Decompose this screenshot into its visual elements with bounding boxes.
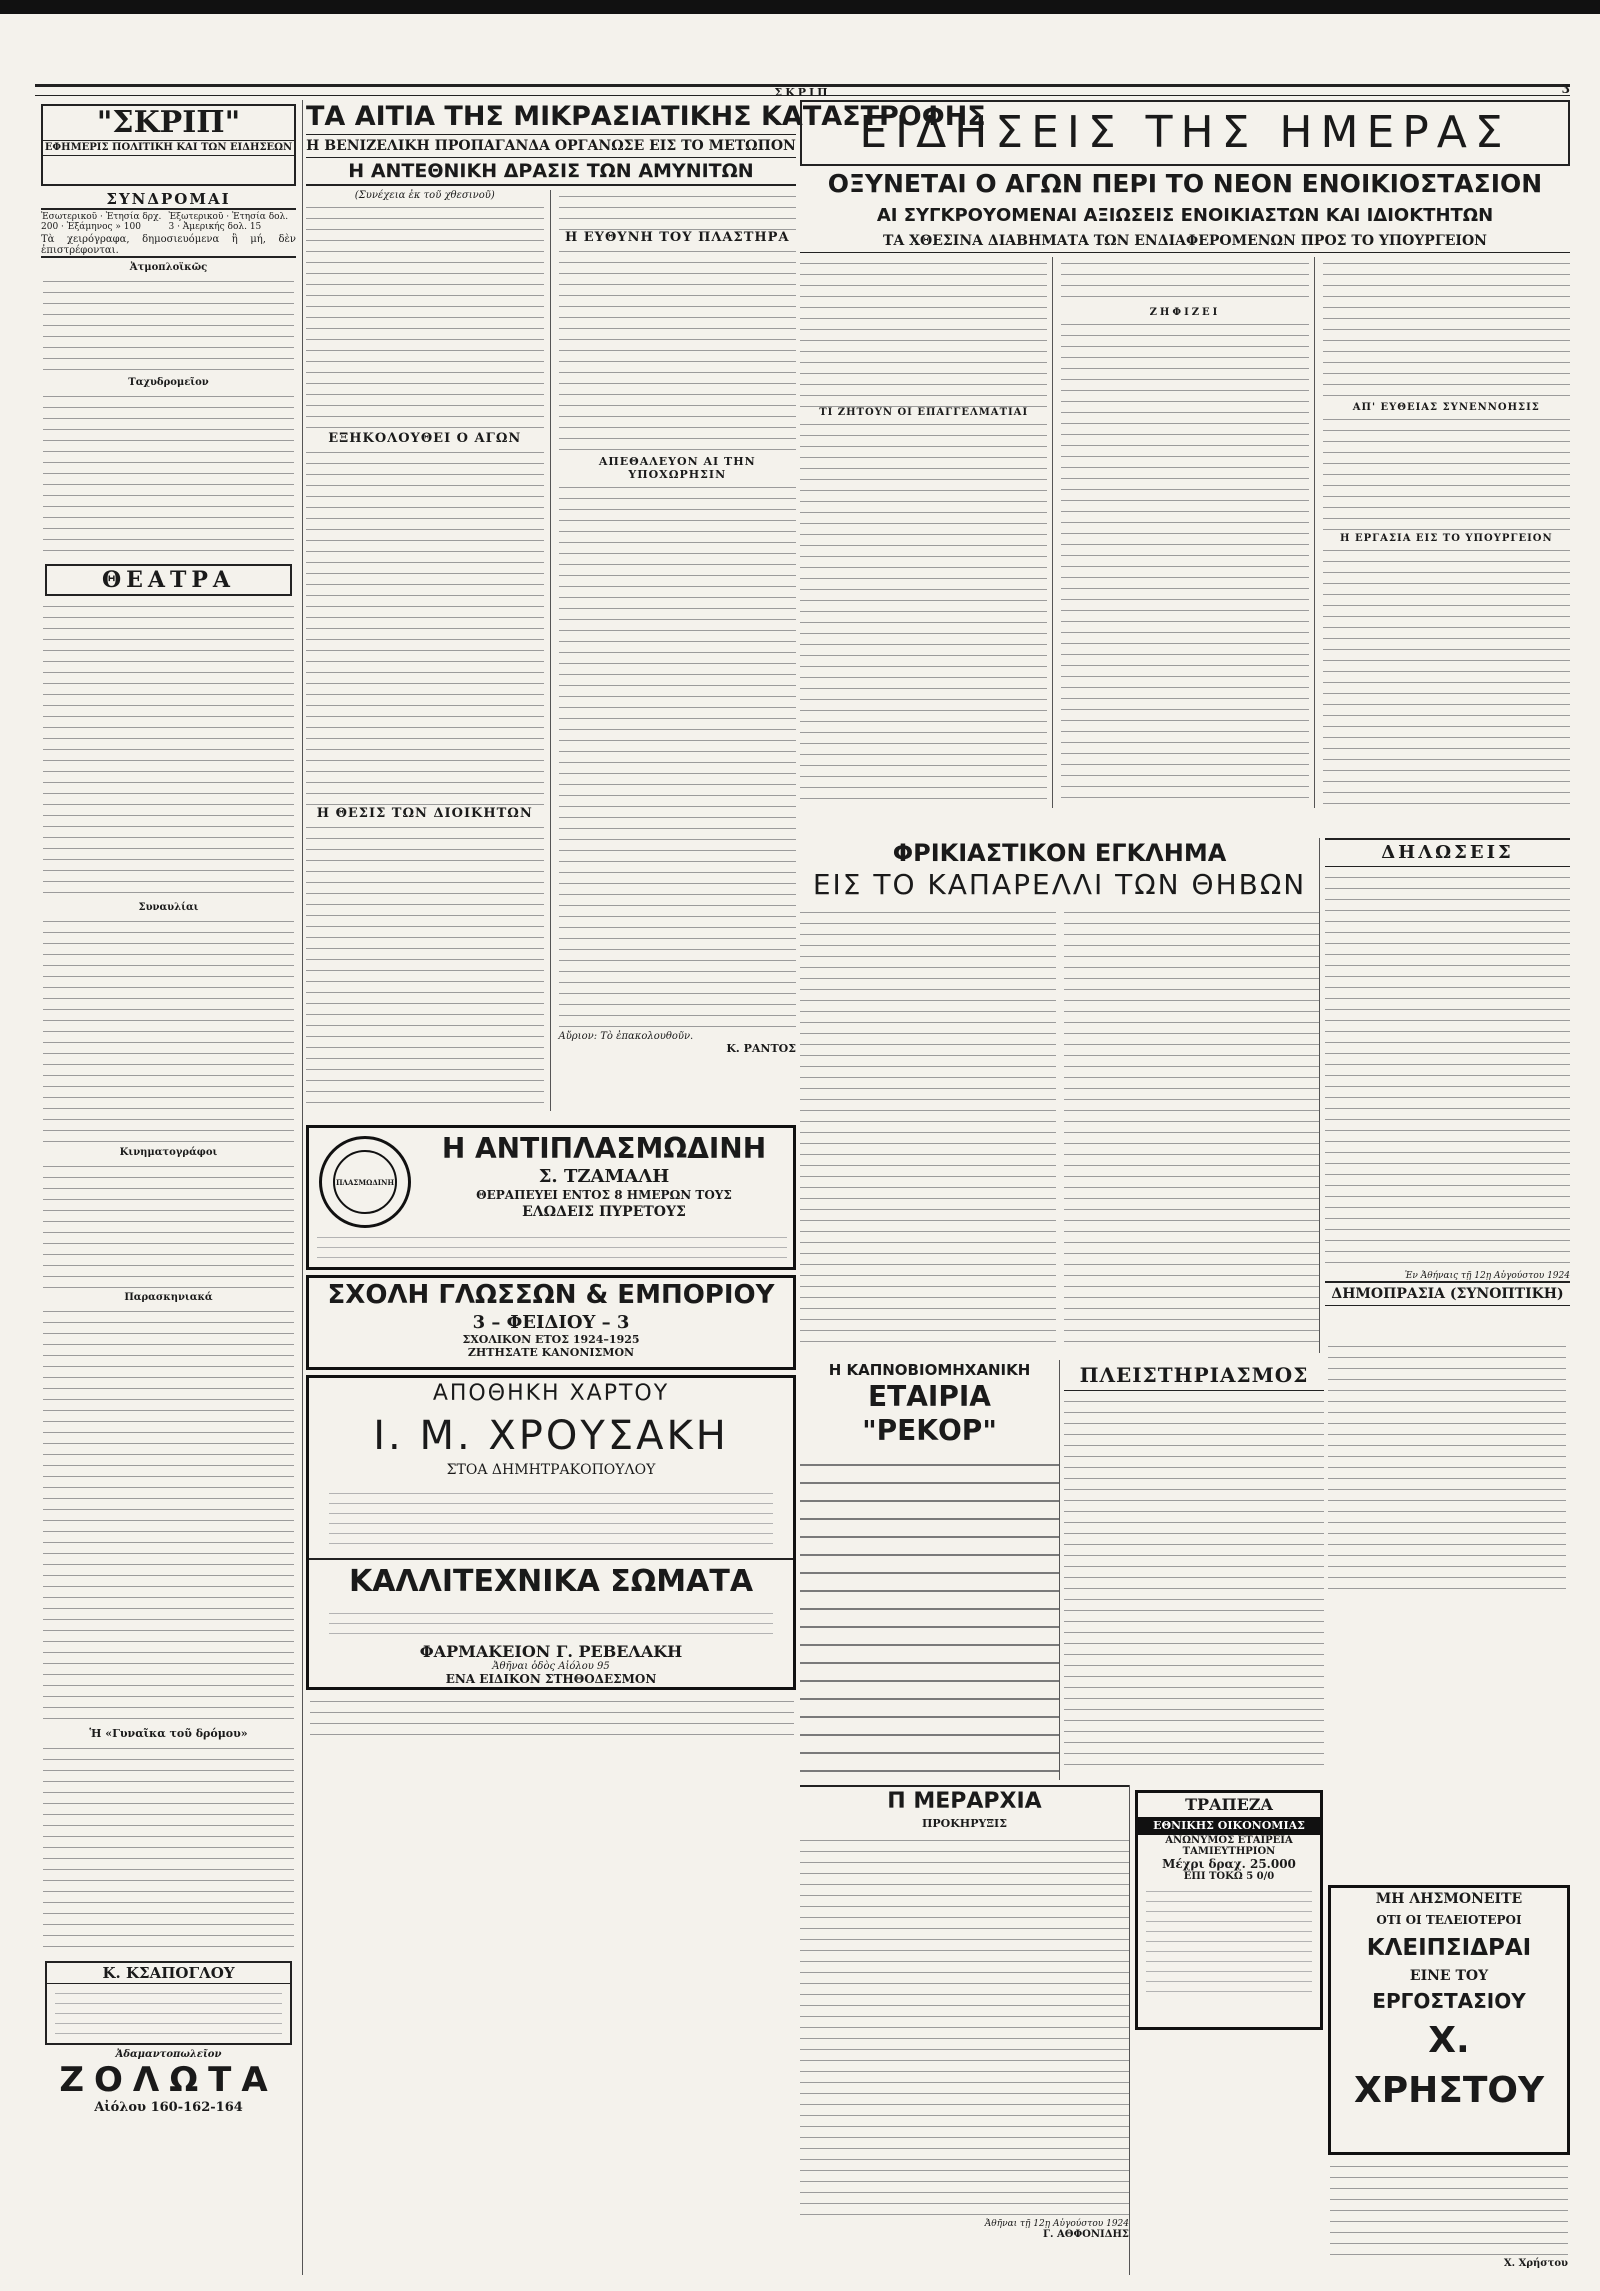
crime-headline-1: ΦΡΙΚΙΑΣΤΙΚΟΝ ΕΓΚΛΗΜΑ [892, 839, 1227, 867]
backstage-text [43, 1305, 294, 1725]
news-subhead-demands: ΤΙ ΖΗΤΟΥΝ ΟΙ ΕΠΑΓΓΕΛΜΑΤΙΑΙ [819, 407, 1029, 418]
article-subhead-plastiras: Η ΕΥΘΥΝΗ ΤΟΥ ΠΛΑΣΤΗΡΑ [564, 230, 790, 245]
antiplasmodini-line-1: ΘΕΡΑΠΕΥΕΙ ΕΝΤΟΣ 8 ΗΜΕΡΩΝ ΤΟΥΣ [476, 1188, 732, 1202]
zolota-address: Αἰόλου 160-162-164 [94, 2100, 243, 2115]
pharmacy-footer-text [310, 1695, 794, 1735]
division-notice [800, 1785, 1130, 2275]
shipping-heading: Ἀτμοπλοϊκῶς [129, 262, 208, 273]
news-text-a [800, 257, 1047, 407]
kleepsydra-line-1: ΜΗ ΛΗΣΜΟΝΕΙΤΕ [1375, 1891, 1523, 1907]
auction-ad [1064, 1360, 1324, 1780]
news-text-f [1323, 413, 1570, 533]
news-deck-1: ΑΙ ΣΥΓΚΡΟΥΟΜΕΝΑΙ ΑΞΙΩΣΕΙΣ ΕΝΟΙΚΙΑΣΤΩΝ ΚΑΙ ΙΔΙΟΚΤΗΤΩΝ [876, 205, 1494, 226]
declarations-text [1325, 871, 1570, 1271]
cinemas-heading: Κινηματογράφοι [119, 1147, 218, 1158]
article-deck-2: Η ΑΝΤΕΘΝΙΚΗ ΔΡΑΣΙΣ ΤΩΝ ΑΜΥΝΙΤΩΝ [306, 158, 796, 186]
backstage-heading: Παρασκηνιακά [124, 1292, 213, 1303]
pharmacy-tag: ΕΝΑ ΕΙΔΙΚΟΝ ΣΤΗΘΟΔΕΣΜΟΝ [445, 1672, 657, 1686]
school-request: ΖΗΤΗΣΑΤΕ ΚΑΝΟΝΙΣΜΟΝ [467, 1346, 635, 1359]
kapsoglou-ad-name: Κ. ΚΣΑΠΟΓΛΟΥ [47, 1963, 290, 1984]
article-text-f [559, 481, 797, 1031]
antiplasmodini-body [317, 1232, 787, 1266]
article-subhead-retreat: ΑΠΕΘΑΛΕΥΟΝ ΑΙ ΤΗΝ ΥΠΟΧΩΡΗΣΙΝ [598, 455, 756, 481]
kleepsydra-line-3: ΕΙΝΕ ΤΟΥ [1409, 1968, 1489, 1984]
article-text-b [306, 446, 544, 806]
division-text [800, 1834, 1129, 2219]
pharmacy-name: ΦΑΡΜΑΚΕΙΟΝ Γ. ΡΕΒΕΛΑΚΗ [419, 1642, 683, 1661]
crime-text-b [1064, 906, 1320, 1346]
manuscripts-note: Τὰ χειρόγραφα, δημοσιευόμενα ἢ μή, δὲν ἐπιστρέφονται. [41, 234, 296, 256]
crime-headline-2: ΕΙΣ ΤΟ ΚΑΠΑΡΕΛΛΙ ΤΩΝ ΘΗΒΩΝ [812, 868, 1307, 901]
gynaika-subheading: Ἡ «Γυναῖκα τοῦ δρόμου» [89, 1727, 248, 1740]
article-headline: ΤΑ ΑΙΤΙΑ ΤΗΣ ΜΙΚΡΑΣΙΑΤΙΚΗΣ ΚΑΤΑΣΤΡΟΦΗΣ [306, 101, 986, 132]
news-text-e [1323, 257, 1570, 402]
division-date: Ἀθῆναι τῇ 12ῃ Αὐγούστου 1924 [984, 2219, 1129, 2229]
kleepsydra-maker: Χ. ΧΡΗΣΤΟΥ [1353, 2020, 1545, 2111]
masthead-subtitle: ΕΦΗΜΕΡΙΣ ΠΟΛΙΤΙΚΗ ΚΑΙ ΤΩΝ ΕΙΔΗΣΕΩΝ [43, 140, 294, 156]
declarations-heading: ΔΗΛΩΣΕΙΣ [1325, 838, 1570, 867]
rekor-ad-body [800, 1454, 1059, 1784]
left-column [35, 100, 303, 2275]
division-title: Π ΜΕΡΑΡΧΙΑ [800, 1785, 1129, 1817]
paper-ad [306, 1375, 796, 1690]
school-year: ΣΧΟΛΙΚΟΝ ΕΤΟΣ 1924–1925 [462, 1333, 640, 1346]
bank-amount: Μέχρι δραχ. 25.000 [1162, 1857, 1296, 1871]
bank-title: ΤΡΑΠΕΖΑ [1185, 1795, 1273, 1814]
auction-title: ΠΛΕΙΣΤΗΡΙΑΣΜΟΣ [1064, 1360, 1324, 1391]
jeweller-label: Ἀδαμαντοπωλεῖον [115, 2049, 222, 2060]
antiplasmodini-title: Η ΑΝΤΙΠΛΑΣΜΩΔΙΝΗ [441, 1132, 767, 1165]
news-subhead-ministry: Η ΕΡΓΑΣΙΑ ΕΙΣ ΤΟ ΥΠΟΥΡΓΕΙΟΝ [1340, 533, 1553, 544]
declarations-date: Ἐν Ἀθήναις τῇ 12ῃ Αὐγούστου 1924 [1404, 1271, 1570, 1281]
kleepsydra-signature: Χ. Χρήστου [1503, 2258, 1568, 2269]
kapsoglou-ad [45, 1961, 292, 2045]
kleepsydra-ad [1328, 1885, 1570, 2155]
paper-ad-top: ΑΠΟΘΗΚΗ ΧΑΡΤΟΥ [432, 1381, 670, 1406]
bank-rate: ΕΠΙ ΤΟΚΩ 5 0/0 [1183, 1871, 1275, 1882]
cinemas-listings [43, 1160, 294, 1290]
news-text-b [800, 418, 1047, 808]
school-title: ΣΧΟΛΗ ΓΛΩΣΣΩΝ & ΕΜΠΟΡΙΟΥ [327, 1280, 775, 1310]
antiplasmodini-line-2: ΕΛΩΔΕΙΣ ΠΥΡΕΤΟΥΣ [522, 1204, 686, 1220]
news-subhead-zitei: ΖΗΦΙΖΕΙ [1149, 307, 1221, 318]
concerts-listings [43, 915, 294, 1145]
corset-ad-body [329, 1608, 773, 1638]
antiplasmodini-maker: Σ. ΤΖΑΜΑΛΗ [538, 1166, 670, 1187]
paper-ad-body [329, 1488, 773, 1548]
pharmacy-address: Ἀθῆναι ὁδὸς Αἰόλου 95 [492, 1661, 610, 1672]
top-border [0, 0, 1600, 14]
bank-subtitle-2: ΤΑΜΙΕΥΤΗΡΙΟΝ [1182, 1846, 1276, 1857]
division-subtitle: ΠΡΟΚΗΡΥΞΙΣ [922, 1817, 1007, 1830]
news-section [800, 100, 1570, 835]
corset-ad-title: ΚΑΛΛΙΤΕΧΝΙΚΑ ΣΩΜΑΤΑ [309, 1558, 793, 1604]
news-headline: ΟΞΥΝΕΤΑΙ Ο ΑΓΩΝ ΠΕΡΙ ΤΟ ΝΕΟΝ ΕΝΟΙΚΙΟΣΤΑΣΙΟΝ [827, 169, 1543, 198]
school-address: 3 – ΦΕΙΔΙΟΥ – 3 [472, 1312, 630, 1333]
news-text-c [1061, 257, 1308, 307]
article-subhead-dioikites: Η ΘΕΣΙΣ ΤΩΝ ΔΙΟΙΚΗΤΩΝ [316, 806, 533, 821]
seal-text: ΠΛΑΣΜΩΔΙΝΗ [333, 1150, 397, 1214]
article-continued-note: (Συνέχεια ἐκ τοῦ χθεσινοῦ) [354, 190, 495, 201]
kleepsydra-line-4: ΕΡΓΟΣΤΑΣΙΟΥ [1372, 1989, 1526, 2013]
subscriptions-domestic: Ἐσωτερικοῦ · Ἐτησία δρχ. 200 · Ἑξάμηνος » 100 [41, 212, 162, 232]
subscriptions-foreign: Ἐξωτερικοῦ · Ἐτησία δολ. 3 · Ἀμερικής δολ. 15 [168, 212, 289, 232]
kleepsydra-big: ΚΛΕΙΠΣΙΔΡΑΙ [1366, 1935, 1532, 1961]
auction-short-heading: ΔΗΜΟΠΡΑΣΙΑ (ΣΥΝΟΠΤΙΚΗ) [1325, 1281, 1570, 1306]
rekor-ad [800, 1360, 1060, 1780]
auction-short-text [1328, 1340, 1566, 1590]
bank-subtitle: ΑΝΩΝΥΜΟΣ ΕΤΑΙΡΕΙΑ [1165, 1835, 1293, 1846]
running-head-title: ΣΚΡΙΠ [774, 86, 831, 99]
article-text-c [306, 821, 544, 1111]
declarations-column [1325, 838, 1570, 1338]
masthead-box [41, 104, 296, 186]
article-text-d [559, 190, 797, 230]
theatre-heading: ΘΕΑΤΡΑ [45, 564, 292, 596]
bank-name: ΕΘΝΙΚΗΣ ΟΙΚΟΝΟΜΙΑΣ [1138, 1817, 1320, 1835]
rekor-ad-top: Η ΚΑΠΝΟΒΙΟΜΗΧΑΝΙΚΗ [828, 1361, 1031, 1379]
article-deck-1: Η ΒΕΝΙΖΕΛΙΚΗ ΠΡΟΠΑΓΑΝΔΑ ΟΡΓΑΝΩΣΕ ΕΙΣ ΤΟ ΜΕΤΩΠΟΝ [306, 134, 796, 158]
post-heading: Ταχυδρομεῖον [128, 377, 209, 388]
paper-ad-address: ΣΤΟΑ ΔΗΜΗΤΡΑΚΟΠΟΥΛΟΥ [446, 1462, 656, 1478]
antiplasmodini-ad [306, 1125, 796, 1270]
concerts-heading: Συναυλίαι [138, 902, 199, 913]
page-number: 3 [1561, 82, 1570, 96]
zolota-logo: ΖΟΛΩΤΑ [59, 2060, 278, 2100]
news-banner: ΕΙΔΗΣΕΙΣ ΤΗΣ ΗΜΕΡΑΣ [800, 100, 1570, 166]
paper-ad-name: Ι. Μ. ΧΡΟΥΣΑΚΗ [373, 1413, 729, 1459]
article-byline: Κ. ΡΑΝΤΟΣ [726, 1042, 796, 1055]
auction-text [1064, 1395, 1324, 1765]
shipping-text [43, 275, 294, 375]
bank-body [1146, 1886, 1312, 1996]
kleepsydra-notice-text [1330, 2160, 1568, 2255]
article-text-a [306, 201, 544, 431]
post-text [43, 390, 294, 560]
crime-text-a [800, 906, 1056, 1346]
theatre-listings [43, 600, 294, 900]
division-signature: Γ. ΑΘΦΟΝΙΔΗΣ [1042, 2229, 1129, 2240]
article-next: Αὔριον: Τὸ ἐπακολουθοῦν. [558, 1031, 694, 1042]
school-ad [306, 1275, 796, 1370]
news-text-d [1061, 318, 1308, 808]
news-deck-2: ΤΑ ΧΘΕΣΙΝΑ ΔΙΑΒΗΜΑΤΑ ΤΩΝ ΕΝΔΙΑΦΕΡΟΜΕΝΩΝ ΠΡΟΣ ΤΟ ΥΠΟΥΡΓΕΙΟΝ [800, 230, 1570, 253]
gynaika-text [43, 1742, 294, 1957]
rekor-ad-name: ΕΤΑΙΡΙΑ "ΡΕΚΟΡ" [862, 1380, 997, 1447]
kleepsydra-line-2: ΟΤΙ ΟΙ ΤΕΛΕΙΟΤΕΡΟΙ [1376, 1913, 1522, 1927]
news-subhead-direct: ΑΠ' ΕΥΘΕΙΑΣ ΣΥΝΕΝΝΟΗΣΙΣ [1352, 402, 1540, 413]
article-subhead-agon: ΕΞΗΚΟΛΟΥΘΕΙ Ο ΑΓΩΝ [328, 431, 522, 446]
masthead-title: "ΣΚΡΙΠ" [96, 105, 241, 140]
subscriptions-heading: ΣΥΝΔΡΟΜΑΙ [41, 190, 296, 210]
bank-ad [1135, 1790, 1323, 2030]
news-text-g [1323, 544, 1570, 804]
kapsoglou-ad-text [55, 1988, 282, 2038]
running-head-rule [35, 84, 1570, 99]
crime-article [800, 838, 1320, 1353]
antiplasmodini-seal [319, 1136, 411, 1228]
article-text-e [559, 245, 797, 455]
